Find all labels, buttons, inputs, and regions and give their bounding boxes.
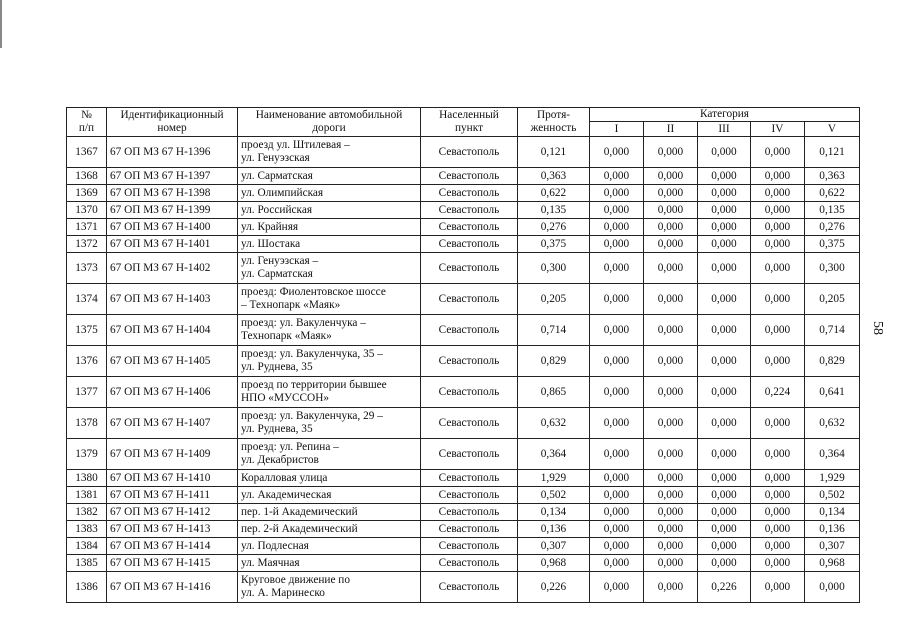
cell-num: 1375 xyxy=(67,315,107,346)
cell-ident: 67 ОП МЗ 67 Н-1414 xyxy=(107,538,238,555)
cell-c1: 0,000 xyxy=(590,555,644,572)
cell-num: 1377 xyxy=(67,377,107,408)
cell-c1: 0,000 xyxy=(590,521,644,538)
cell-c2: 0,000 xyxy=(644,487,698,504)
cell-c3: 0,000 xyxy=(698,470,751,487)
cell-locality: Севастополь xyxy=(421,487,518,504)
cell-locality: Севастополь xyxy=(421,168,518,185)
cell-c1: 0,000 xyxy=(590,202,644,219)
cell-num: 1385 xyxy=(67,555,107,572)
cell-c5: 1,929 xyxy=(805,470,860,487)
cell-c3: 0,000 xyxy=(698,185,751,202)
cell-c3: 0,000 xyxy=(698,253,751,284)
cell-c1: 0,000 xyxy=(590,137,644,168)
cell-c5: 0,622 xyxy=(805,185,860,202)
table-row xyxy=(67,284,860,315)
cell-c1: 0,000 xyxy=(590,572,644,603)
cell-c5: 0,276 xyxy=(805,219,860,236)
cell-ident: 67 ОП МЗ 67 Н-1410 xyxy=(107,470,238,487)
header-category: Категория xyxy=(590,108,860,122)
table-row xyxy=(67,253,860,284)
cell-c3: 0,226 xyxy=(698,572,751,603)
cell-ident: 67 ОП МЗ 67 Н-1415 xyxy=(107,555,238,572)
cell-length: 0,714 xyxy=(518,315,590,346)
cell-c1: 0,000 xyxy=(590,168,644,185)
cell-num: 1382 xyxy=(67,504,107,521)
cell-c4: 0,000 xyxy=(751,346,805,377)
cell-locality: Севастополь xyxy=(421,555,518,572)
cell-num: 1380 xyxy=(67,470,107,487)
table-row xyxy=(67,487,860,504)
cell-c4: 0,000 xyxy=(751,487,805,504)
cell-c4: 0,000 xyxy=(751,439,805,470)
cell-c5: 0,300 xyxy=(805,253,860,284)
cell-c4: 0,000 xyxy=(751,408,805,439)
page-number: 58 xyxy=(870,321,885,335)
cell-c4: 0,000 xyxy=(751,538,805,555)
cell-name: проезд: ул. Репина – ул. Декабристов xyxy=(238,439,421,470)
cell-c4: 0,000 xyxy=(751,470,805,487)
cell-locality: Севастополь xyxy=(421,315,518,346)
header-locality: Населенный пункт xyxy=(421,108,518,137)
cell-c3: 0,000 xyxy=(698,315,751,346)
cell-length: 0,136 xyxy=(518,521,590,538)
cell-c2: 0,000 xyxy=(644,346,698,377)
cell-c2: 0,000 xyxy=(644,219,698,236)
cell-c1: 0,000 xyxy=(590,504,644,521)
cell-locality: Севастополь xyxy=(421,377,518,408)
cell-ident: 67 ОП МЗ 67 Н-1413 xyxy=(107,521,238,538)
cell-name: проезд ул. Штилевая – ул. Генуэзская xyxy=(238,137,421,168)
cell-name: ул. Олимпийская xyxy=(238,185,421,202)
cell-c5: 0,632 xyxy=(805,408,860,439)
cell-ident: 67 ОП МЗ 67 Н-1400 xyxy=(107,219,238,236)
table-row xyxy=(67,137,860,168)
cell-c2: 0,000 xyxy=(644,555,698,572)
cell-ident: 67 ОП МЗ 67 Н-1398 xyxy=(107,185,238,202)
cell-ident: 67 ОП МЗ 67 Н-1402 xyxy=(107,253,238,284)
cell-c3: 0,000 xyxy=(698,219,751,236)
cell-length: 0,307 xyxy=(518,538,590,555)
cell-locality: Севастополь xyxy=(421,185,518,202)
cell-c2: 0,000 xyxy=(644,253,698,284)
table-row xyxy=(67,538,860,555)
cell-ident: 67 ОП МЗ 67 Н-1399 xyxy=(107,202,238,219)
cell-length: 0,226 xyxy=(518,572,590,603)
cell-c4: 0,000 xyxy=(751,504,805,521)
cell-name: ул. Генуэзская – ул. Сарматская xyxy=(238,253,421,284)
cell-c5: 0,364 xyxy=(805,439,860,470)
cell-name: ул. Шостака xyxy=(238,236,421,253)
table-row xyxy=(67,408,860,439)
cell-num: 1369 xyxy=(67,185,107,202)
header-ident: Идентификационный номер xyxy=(107,108,238,137)
cell-name: ул. Сарматская xyxy=(238,168,421,185)
cell-c3: 0,000 xyxy=(698,408,751,439)
cell-ident: 67 ОП МЗ 67 Н-1405 xyxy=(107,346,238,377)
cell-c1: 0,000 xyxy=(590,487,644,504)
cell-c5: 0,135 xyxy=(805,202,860,219)
cell-c4: 0,000 xyxy=(751,236,805,253)
cell-length: 0,121 xyxy=(518,137,590,168)
cell-c3: 0,000 xyxy=(698,202,751,219)
cell-name: проезд: Фиолентовское шоссе – Технопарк «Маяк» xyxy=(238,284,421,315)
cell-num: 1367 xyxy=(67,137,107,168)
cell-c2: 0,000 xyxy=(644,439,698,470)
cell-c5: 0,000 xyxy=(805,572,860,603)
header-cat-3: III xyxy=(698,122,751,137)
cell-name: ул. Подлесная xyxy=(238,538,421,555)
cell-c4: 0,000 xyxy=(751,168,805,185)
table-row xyxy=(67,219,860,236)
cell-c5: 0,502 xyxy=(805,487,860,504)
cell-num: 1371 xyxy=(67,219,107,236)
cell-c1: 0,000 xyxy=(590,346,644,377)
table-row xyxy=(67,504,860,521)
cell-c1: 0,000 xyxy=(590,470,644,487)
cell-c1: 0,000 xyxy=(590,185,644,202)
cell-c4: 0,000 xyxy=(751,572,805,603)
cell-ident: 67 ОП МЗ 67 Н-1401 xyxy=(107,236,238,253)
cell-locality: Севастополь xyxy=(421,408,518,439)
cell-name: пер. 2-й Академический xyxy=(238,521,421,538)
cell-c5: 0,641 xyxy=(805,377,860,408)
cell-c2: 0,000 xyxy=(644,470,698,487)
cell-length: 0,375 xyxy=(518,236,590,253)
cell-ident: 67 ОП МЗ 67 Н-1397 xyxy=(107,168,238,185)
cell-c2: 0,000 xyxy=(644,572,698,603)
cell-locality: Севастополь xyxy=(421,219,518,236)
cell-num: 1383 xyxy=(67,521,107,538)
cell-c2: 0,000 xyxy=(644,408,698,439)
cell-c5: 0,307 xyxy=(805,538,860,555)
cell-c5: 0,714 xyxy=(805,315,860,346)
cell-c4: 0,000 xyxy=(751,521,805,538)
cell-c5: 0,363 xyxy=(805,168,860,185)
cell-num: 1370 xyxy=(67,202,107,219)
cell-c4: 0,224 xyxy=(751,377,805,408)
cell-name: Коралловая улица xyxy=(238,470,421,487)
cell-length: 0,363 xyxy=(518,168,590,185)
cell-length: 0,502 xyxy=(518,487,590,504)
cell-name: проезд: ул. Вакуленчука, 35 – ул. Руднева, 35 xyxy=(238,346,421,377)
cell-locality: Севастополь xyxy=(421,284,518,315)
cell-c4: 0,000 xyxy=(751,555,805,572)
cell-c5: 0,121 xyxy=(805,137,860,168)
cell-name: ул. Российская xyxy=(238,202,421,219)
cell-c3: 0,000 xyxy=(698,236,751,253)
cell-c2: 0,000 xyxy=(644,377,698,408)
cell-name: пер. 1-й Академический xyxy=(238,504,421,521)
cell-ident: 67 ОП МЗ 67 Н-1407 xyxy=(107,408,238,439)
roads-table xyxy=(66,107,860,603)
table-row xyxy=(67,346,860,377)
cell-length: 0,364 xyxy=(518,439,590,470)
cell-c3: 0,000 xyxy=(698,284,751,315)
cell-num: 1379 xyxy=(67,439,107,470)
header-length: Протя- женность xyxy=(518,108,590,137)
cell-ident: 67 ОП МЗ 67 Н-1404 xyxy=(107,315,238,346)
cell-c4: 0,000 xyxy=(751,137,805,168)
cell-locality: Севастополь xyxy=(421,439,518,470)
cell-length: 0,205 xyxy=(518,284,590,315)
cell-name: ул. Маячная xyxy=(238,555,421,572)
cell-c2: 0,000 xyxy=(644,202,698,219)
cell-ident: 67 ОП МЗ 67 Н-1409 xyxy=(107,439,238,470)
cell-c1: 0,000 xyxy=(590,439,644,470)
cell-num: 1373 xyxy=(67,253,107,284)
cell-name: Круговое движение по ул. А. Маринеско xyxy=(238,572,421,603)
cell-name: проезд: ул. Вакуленчука, 29 – ул. Руднева, 35 xyxy=(238,408,421,439)
cell-length: 0,134 xyxy=(518,504,590,521)
header-road-name: Наименование автомобильной дороги xyxy=(238,108,421,137)
cell-c1: 0,000 xyxy=(590,253,644,284)
cell-c2: 0,000 xyxy=(644,168,698,185)
cell-c2: 0,000 xyxy=(644,315,698,346)
table-row xyxy=(67,572,860,603)
cell-c3: 0,000 xyxy=(698,538,751,555)
cell-c2: 0,000 xyxy=(644,284,698,315)
cell-c3: 0,000 xyxy=(698,137,751,168)
cell-c4: 0,000 xyxy=(751,202,805,219)
cell-length: 0,968 xyxy=(518,555,590,572)
cell-c4: 0,000 xyxy=(751,219,805,236)
cell-length: 0,829 xyxy=(518,346,590,377)
table-row xyxy=(67,168,860,185)
table-row xyxy=(67,315,860,346)
cell-ident: 67 ОП МЗ 67 Н-1412 xyxy=(107,504,238,521)
cell-c5: 0,134 xyxy=(805,504,860,521)
cell-c3: 0,000 xyxy=(698,521,751,538)
cell-num: 1374 xyxy=(67,284,107,315)
cell-c1: 0,000 xyxy=(590,219,644,236)
cell-c1: 0,000 xyxy=(590,236,644,253)
cell-c3: 0,000 xyxy=(698,487,751,504)
cell-c3: 0,000 xyxy=(698,346,751,377)
table-row xyxy=(67,521,860,538)
cell-locality: Севастополь xyxy=(421,202,518,219)
cell-ident: 67 ОП МЗ 67 Н-1396 xyxy=(107,137,238,168)
header-num: № п/п xyxy=(67,108,107,137)
cell-name: ул. Академическая xyxy=(238,487,421,504)
table-row xyxy=(67,236,860,253)
table-row xyxy=(67,185,860,202)
cell-c3: 0,000 xyxy=(698,504,751,521)
cell-c2: 0,000 xyxy=(644,504,698,521)
cell-c5: 0,205 xyxy=(805,284,860,315)
cell-name: проезд: ул. Вакуленчука – Технопарк «Маяк» xyxy=(238,315,421,346)
cell-c5: 0,136 xyxy=(805,521,860,538)
cell-c4: 0,000 xyxy=(751,284,805,315)
header-cat-4: IV xyxy=(751,122,805,137)
cell-locality: Севастополь xyxy=(421,521,518,538)
header-cat-1: I xyxy=(590,122,644,137)
cell-num: 1376 xyxy=(67,346,107,377)
cell-length: 0,300 xyxy=(518,253,590,284)
cell-c2: 0,000 xyxy=(644,236,698,253)
cell-c1: 0,000 xyxy=(590,377,644,408)
cell-c2: 0,000 xyxy=(644,137,698,168)
cell-locality: Севастополь xyxy=(421,538,518,555)
cell-locality: Севастополь xyxy=(421,572,518,603)
table-row xyxy=(67,439,860,470)
cell-c1: 0,000 xyxy=(590,284,644,315)
cell-locality: Севастополь xyxy=(421,137,518,168)
cell-length: 0,135 xyxy=(518,202,590,219)
cell-c3: 0,000 xyxy=(698,555,751,572)
cell-c5: 0,375 xyxy=(805,236,860,253)
cell-ident: 67 ОП МЗ 67 Н-1403 xyxy=(107,284,238,315)
table-row xyxy=(67,470,860,487)
cell-c4: 0,000 xyxy=(751,253,805,284)
cell-c4: 0,000 xyxy=(751,315,805,346)
cell-num: 1381 xyxy=(67,487,107,504)
header-cat-2: II xyxy=(644,122,698,137)
cell-length: 0,622 xyxy=(518,185,590,202)
cell-num: 1368 xyxy=(67,168,107,185)
cell-length: 0,865 xyxy=(518,377,590,408)
cell-num: 1386 xyxy=(67,572,107,603)
cell-locality: Севастополь xyxy=(421,236,518,253)
cell-c5: 0,829 xyxy=(805,346,860,377)
cell-c1: 0,000 xyxy=(590,538,644,555)
cell-num: 1372 xyxy=(67,236,107,253)
table-row xyxy=(67,202,860,219)
cell-name: проезд по территории бывшее НПО «МУССОН» xyxy=(238,377,421,408)
cell-c1: 0,000 xyxy=(590,315,644,346)
cell-c1: 0,000 xyxy=(590,408,644,439)
table-body xyxy=(67,137,860,603)
cell-c2: 0,000 xyxy=(644,521,698,538)
cell-num: 1384 xyxy=(67,538,107,555)
cell-c4: 0,000 xyxy=(751,185,805,202)
cell-ident: 67 ОП МЗ 67 Н-1416 xyxy=(107,572,238,603)
cell-locality: Севастополь xyxy=(421,470,518,487)
cell-name: ул. Крайняя xyxy=(238,219,421,236)
cell-locality: Севастополь xyxy=(421,346,518,377)
cell-ident: 67 ОП МЗ 67 Н-1411 xyxy=(107,487,238,504)
cell-ident: 67 ОП МЗ 67 Н-1406 xyxy=(107,377,238,408)
cell-length: 0,276 xyxy=(518,219,590,236)
table-row xyxy=(67,555,860,572)
cell-c2: 0,000 xyxy=(644,185,698,202)
cell-c3: 0,000 xyxy=(698,168,751,185)
header-cat-5: V xyxy=(805,122,860,137)
cell-c5: 0,968 xyxy=(805,555,860,572)
cell-length: 1,929 xyxy=(518,470,590,487)
cell-length: 0,632 xyxy=(518,408,590,439)
cell-c2: 0,000 xyxy=(644,538,698,555)
table-row xyxy=(67,377,860,408)
cell-c3: 0,000 xyxy=(698,439,751,470)
scan-edge-mark xyxy=(0,0,2,48)
cell-locality: Севастополь xyxy=(421,504,518,521)
cell-c3: 0,000 xyxy=(698,377,751,408)
cell-locality: Севастополь xyxy=(421,253,518,284)
cell-num: 1378 xyxy=(67,408,107,439)
